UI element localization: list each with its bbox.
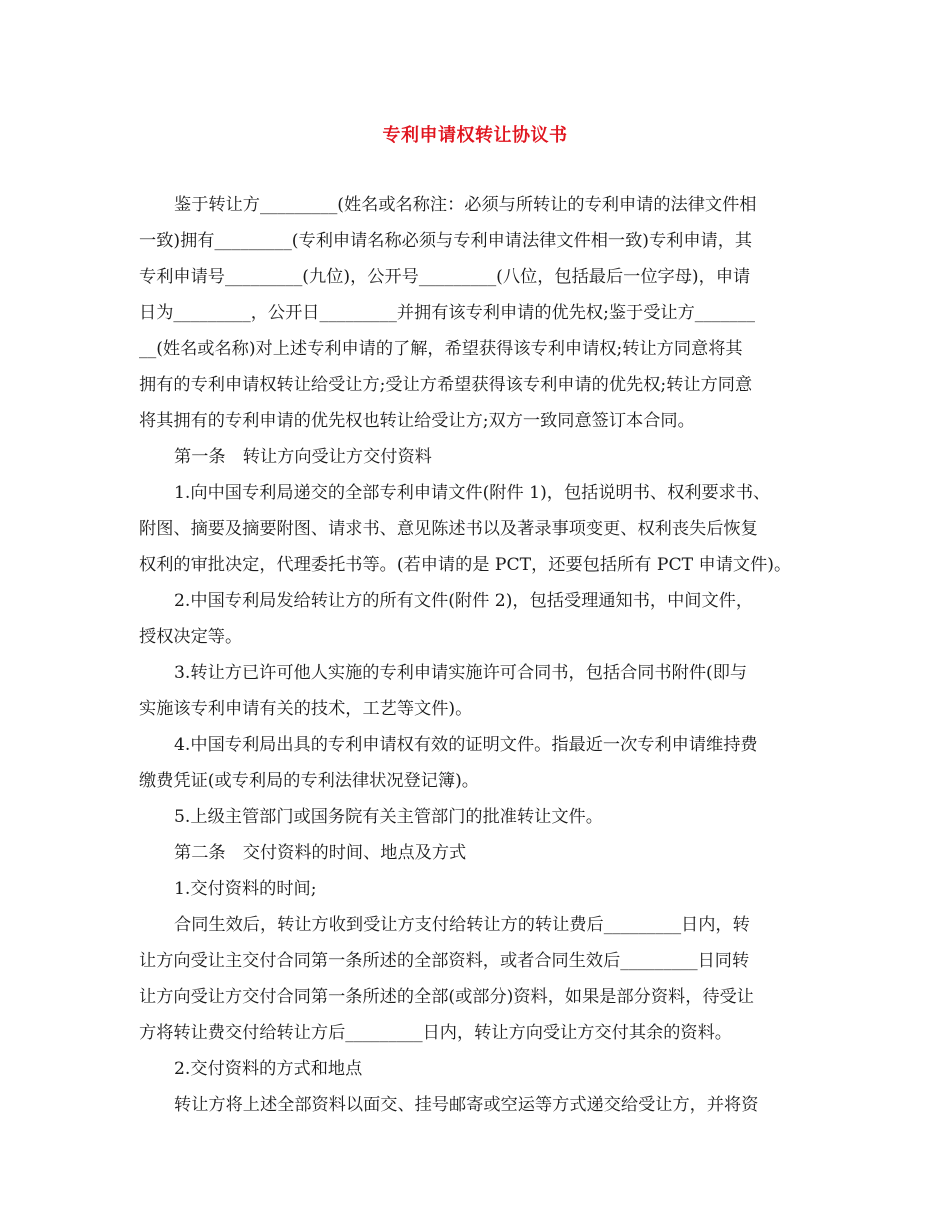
paragraph-line: 一致)拥有_________(专利申请名称必须与专利申请法律文件相一致)专利申请，其 xyxy=(139,231,753,251)
paragraph-line: 让方向受让方交付合同第一条所述的全部(或部分)资料，如果是部分资料，待受让 xyxy=(139,987,754,1007)
document-title: 专利申请权转让协议书 xyxy=(382,125,568,146)
paragraph-line: 4.中国专利局出具的专利申请权有效的证明文件。指最近一次专利申请维持费 xyxy=(174,735,758,755)
paragraph-line: 拥有的专利申请权转让给受让方;受让方希望获得该专利申请的优先权;转让方同意 xyxy=(139,375,753,395)
paragraph-line: 缴费凭证(或专利局的专利法律状况登记簿)。 xyxy=(139,771,479,791)
paragraph-line: 1.交付资料的时间; xyxy=(174,879,317,899)
paragraph-line: 5.上级主管部门或国务院有关主管部门的批准转让文件。 xyxy=(174,807,603,827)
paragraph-line: 将其拥有的专利申请的优先权也转让给受让方;双方一致同意签订本合同。 xyxy=(139,411,695,431)
paragraph-line: 日为_________，公开日_________并拥有该专利申请的优先权;鉴于受让方_______ xyxy=(139,303,755,323)
paragraph-line: 实施该专利申请有关的技术，工艺等文件)。 xyxy=(139,699,473,719)
paragraph-line: __(姓名或名称)对上述专利申请的了解，希望获得该专利申请权;转让方同意将其 xyxy=(139,339,743,359)
paragraph-line: 2.中国专利局发给转让方的所有文件(附件 2)，包括受理通知书，中间文件， xyxy=(174,591,754,611)
paragraph-line: 方将转让费交付给转让方后_________日内，转让方向受让方交付其余的资料。 xyxy=(139,1023,732,1043)
paragraph-line: 2.交付资料的方式和地点 xyxy=(174,1059,363,1079)
paragraph-line: 转让方将上述全部资料以面交、挂号邮寄或空运等方式递交给受让方，并将资 xyxy=(174,1095,759,1115)
paragraph-line: 合同生效后，转让方收到受让方支付给转让方的转让费后_________日内，转 xyxy=(174,915,750,935)
paragraph-line: 1.向中国专利局递交的全部专利申请文件(附件 1)，包括说明书、权利要求书、 xyxy=(174,483,771,503)
paragraph-line: 3.转让方已许可他人实施的专利申请实施许可合同书，包括合同书附件(即与 xyxy=(174,663,748,683)
paragraph-line: 专利申请号_________(九位)，公开号_________(八位，包括最后一位字母)，申请 xyxy=(139,267,751,287)
paragraph-line: 附图、摘要及摘要附图、请求书、意见陈述书以及著录事项变更、权利丧失后恢复 xyxy=(139,519,758,539)
paragraph-line: 让方向受让主交付合同第一条所述的全部资料，或者合同生效后_________日同转 xyxy=(139,951,750,971)
article-heading: 第一条 转让方向受让方交付资料 xyxy=(174,447,432,467)
paragraph-line: 授权决定等。 xyxy=(139,627,243,647)
paragraph-line: 鉴于转让方_________(姓名或名称注：必须与所转让的专利申请的法律文件相 xyxy=(174,195,757,215)
article-heading: 第二条 交付资料的时间、地点及方式 xyxy=(174,843,467,863)
paragraph-line: 权利的审批决定，代理委托书等。(若申请的是 PCT，还要包括所有 PCT 申请文件)。 xyxy=(139,555,792,575)
